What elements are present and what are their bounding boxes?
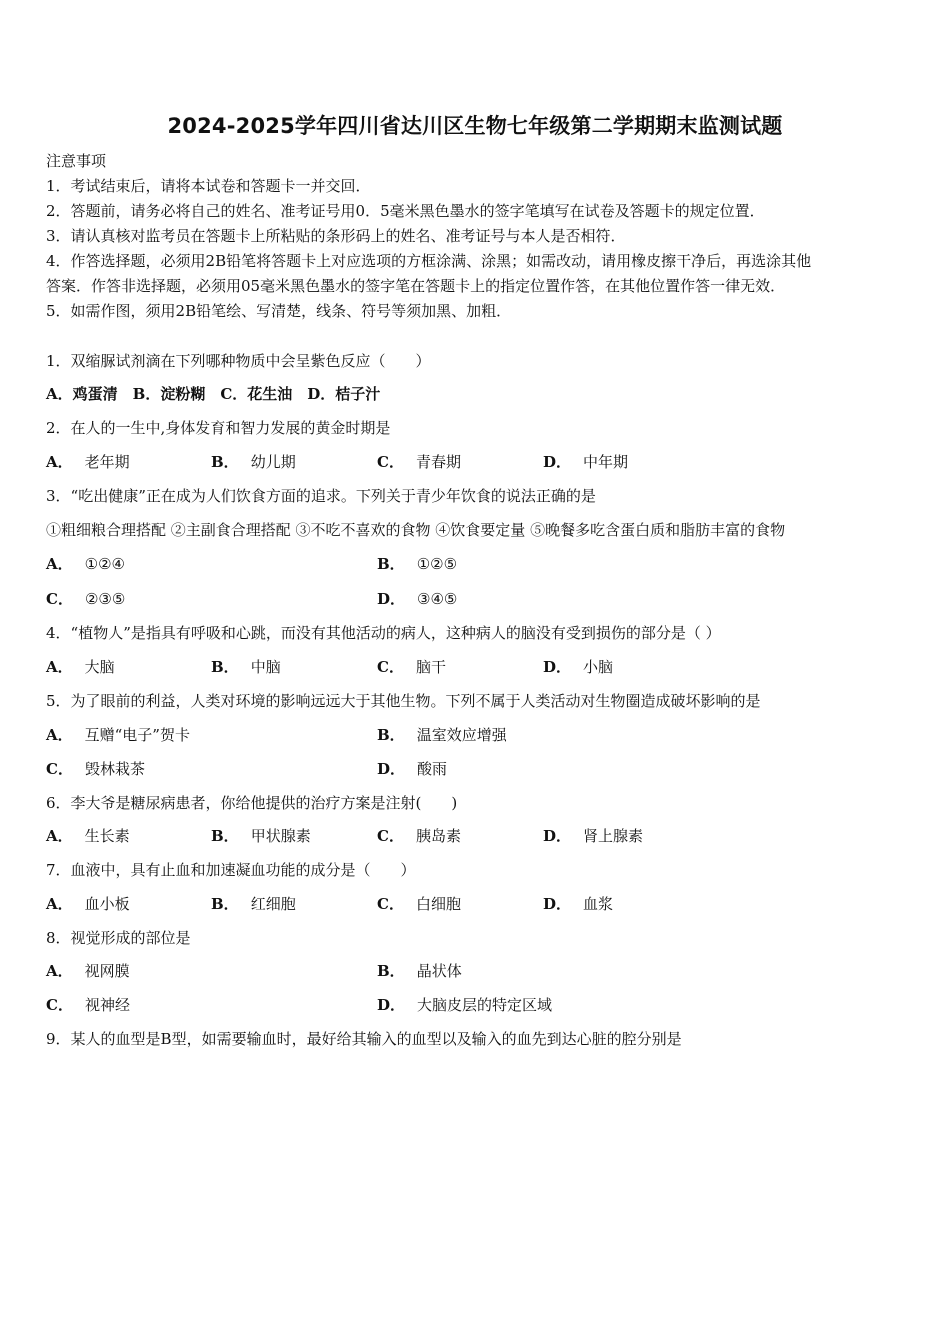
option-d: D． 大脑皮层的特定区域 (377, 996, 553, 1014)
question-stem: 3．“吃出健康”正在成为人们饮食方面的追求。下列关于青少年饮食的说法正确的是 (46, 487, 596, 505)
option-a: A． 生长素 (46, 827, 130, 845)
question-stem: 2．在人的一生中,身体发育和智力发展的黄金时期是 (46, 419, 391, 437)
question-stem: 8．视觉形成的部位是 (46, 929, 191, 947)
option-d: D． 酸雨 (377, 760, 448, 778)
option-b: B． 幼儿期 (211, 453, 296, 471)
notice-item: 答案．作答非选择题，必须用05毫米黑色墨水的签字笔在答题卡上的指定位置作答，在其他位置作答一律无效． (46, 277, 786, 295)
option-d: D． 小脑 (543, 658, 614, 676)
option-a: A． 老年期 (46, 453, 130, 471)
option-c: C． 毁林栽茶 (46, 760, 145, 778)
question-stem: 9．某人的血型是B型，如需要输血时，最好给其输入的血型以及输入的血先到达心脏的腔分别是 (46, 1030, 682, 1048)
option-b: B． 温室效应增强 (377, 726, 507, 744)
option-c: C． 视神经 (46, 996, 130, 1014)
question-sub-items: ①粗细粮合理搭配 ②主副食合理搭配 ③不吃不喜欢的食物 ④饮食要定量 ⑤晚餐多吃含蛋白质和脂肪丰富的食物 (46, 521, 786, 539)
page-title: 2024-2025学年四川省达川区生物七年级第二学期期末监测试题 (167, 114, 783, 138)
notice-item: 2．答题前，请务必将自己的姓名、准考证号用0．5毫米黑色墨水的签字笔填写在试卷及答题卡的规定位置． (46, 202, 765, 220)
notice-item: 5．如需作图，须用2B铅笔绘、写清楚，线条、符号等须加黑、加粗． (46, 302, 512, 320)
option-b: B． 晶状体 (377, 962, 462, 980)
option-a: A． 大脑 (46, 658, 115, 676)
question-stem: 4．“植物人”是指具有呼吸和心跳，而没有其他活动的病人，这种病人的脑没有受到损伤的部分是（ ） (46, 624, 721, 642)
option-a: A． 血小板 (46, 895, 130, 913)
option-d: D． 血浆 (543, 895, 614, 913)
notice-item: 4．作答选择题，必须用2B铅笔将答题卡上对应选项的方框涂满、涂黑；如需改动，请用橡皮擦干净后，再选涂其他 (46, 252, 812, 270)
notice-item: 1．考试结束后，请将本试卷和答题卡一并交回． (46, 177, 371, 195)
option-c: C． 白细胞 (377, 895, 461, 913)
option-a: A． 视网膜 (46, 962, 130, 980)
option-c: C． ②③⑤ (46, 590, 126, 608)
question-stem: 6．李大爷是糖尿病患者，你给他提供的治疗方案是注射( ) (46, 794, 458, 812)
option-d: D． ③④⑤ (377, 590, 458, 608)
option-b: B． 甲状腺素 (211, 827, 311, 845)
question-stem: 7．血液中，具有止血和加速凝血功能的成分是（ ） (46, 861, 416, 879)
option-d: D． 中年期 (543, 453, 629, 471)
notice-item: 3．请认真核对监考员在答题卡上所粘贴的条形码上的姓名、准考证号与本人是否相符． (46, 227, 626, 245)
question-stem: 5．为了眼前的利益，人类对环境的影响远远大于其他生物。下列不属于人类活动对生物圈造成破坏影响的是 (46, 692, 761, 710)
option-a: A． 互赠“电子”贺卡 (46, 726, 190, 744)
question-stem: 1．双缩脲试剂滴在下列哪种物质中会呈紫色反应（ ） (46, 352, 431, 370)
notice-heading: 注意事项 (46, 152, 107, 170)
option-d: D． 肾上腺素 (543, 827, 644, 845)
option-b: B． 红细胞 (211, 895, 296, 913)
option-c: C． 胰岛素 (377, 827, 461, 845)
option-a: A． ①②④ (46, 555, 125, 573)
option-b: B． 中脑 (211, 658, 281, 676)
question-options-inline: A．鸡蛋清 B．淀粉糊 C．花生油 D．桔子汁 (46, 385, 381, 403)
option-c: C． 青春期 (377, 453, 461, 471)
option-c: C． 脑干 (377, 658, 446, 676)
option-b: B． ①②⑤ (377, 555, 458, 573)
